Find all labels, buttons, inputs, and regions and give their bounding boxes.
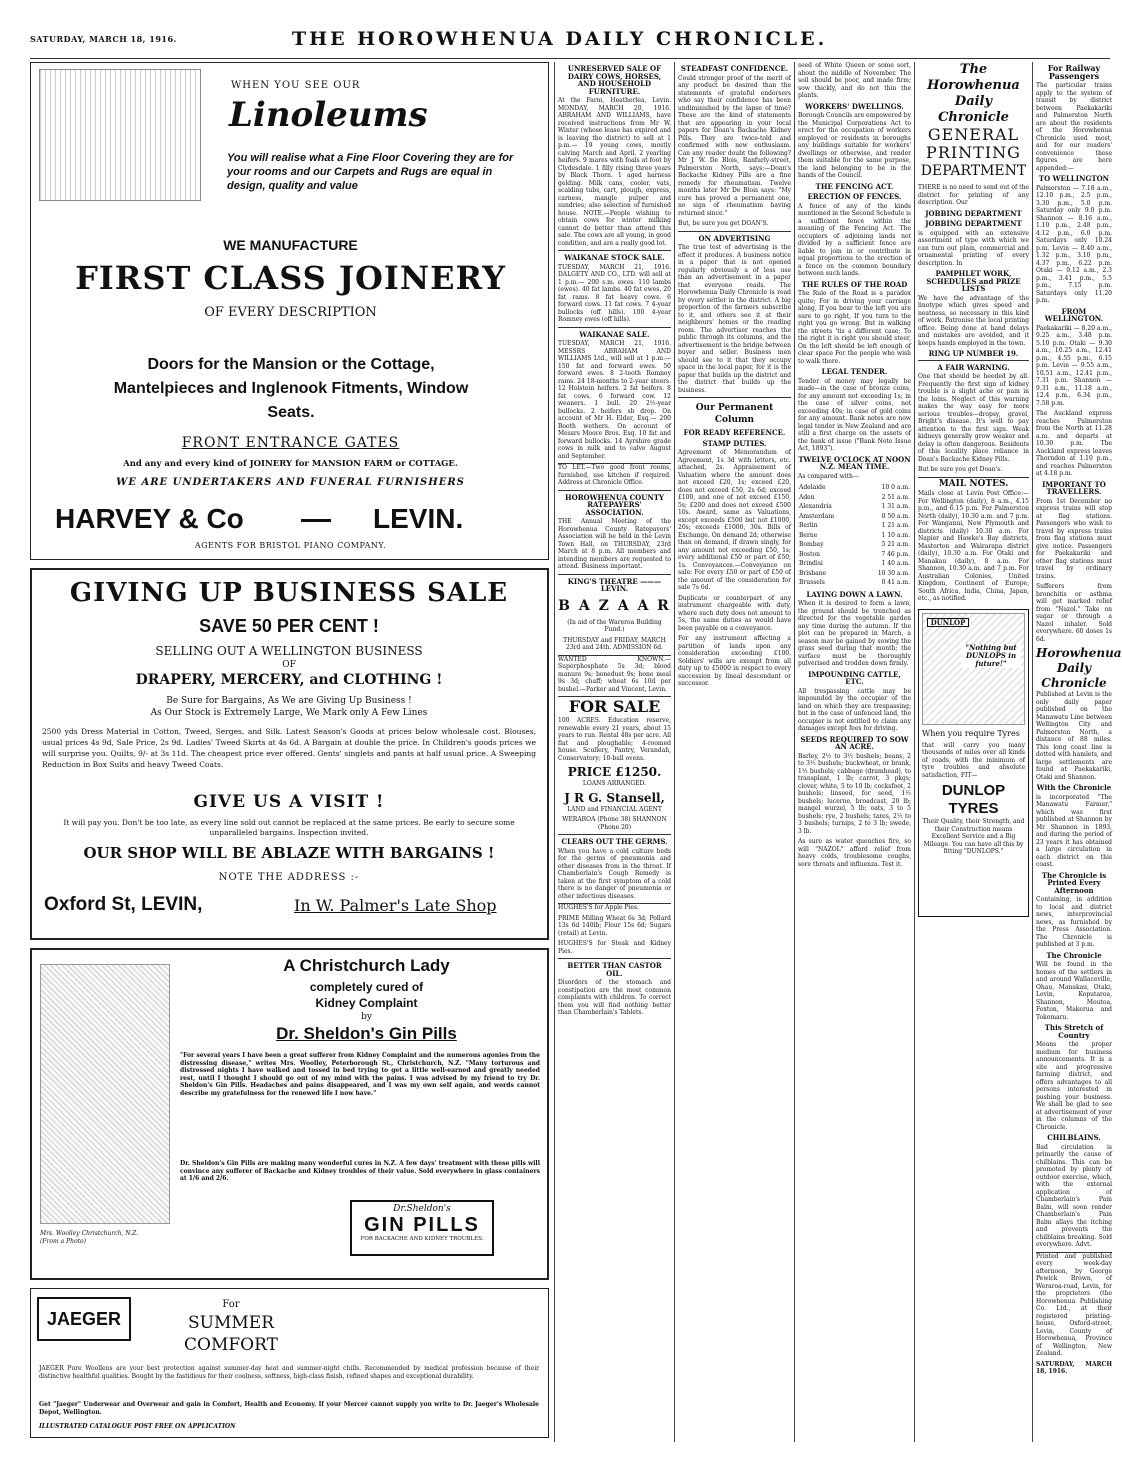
price-line: PRICE £1250. <box>567 765 662 779</box>
masthead <box>30 28 1110 59</box>
gin-product: Dr. Sheldon's Gin Pills <box>276 1024 457 1043</box>
containing-text: Containing, in addition to local and district news, interprovincial news, as furnished by the Press Association. The Chronicle is published at 3 p.m. <box>1036 896 1112 948</box>
gin-headline: A Christchurch Lady <box>283 956 450 975</box>
bazaar-note: (In aid of the Wareroa Building Fund.) <box>567 618 662 633</box>
time-city: Brussels <box>799 579 825 586</box>
footer-date: SATURDAY, MARCH 18, 1916. <box>1036 1360 1112 1375</box>
col-divider <box>794 62 795 1442</box>
to-let-text: TO LET.—Two good front rooms, furnished, use kitchen if required. Address at Chronicle Office. <box>558 464 671 486</box>
for-sale-heading: FOR SALE <box>568 697 661 716</box>
doors-copy: Doors for the Mansion or the Cottage, Mantelpieces and Inglenook Fitments, Window Seats. <box>113 356 469 421</box>
dunlop-body: that will carry you many thousands of miles over all kinds of roads, with the minimum of tyre troubles and absolute satisfaction, FIT— <box>922 741 1025 779</box>
sale-shop: In W. Palmer's Late Shop <box>294 896 497 915</box>
fair-warning-heading: A FAIR WARNING. <box>937 362 1010 372</box>
dunlop-illustration <box>922 613 1025 725</box>
column-3 <box>558 62 671 1442</box>
advertising-heading: ON ADVERTISING <box>698 233 771 243</box>
gin-body: "For several years I have been a great sufferer from Kidney Complaint and the numerous agonies from the distressing disease," writes Mrs. Woolley, Peterborough St., Christchurch, N.Z. "Many torturous and distressed nights I have walked and tossed in bed trying to get a little well-earned and greatly needed rest, until I thought I should go out of my mind with the pains. I was advised by my friend to try Dr. Sheldon's Gin Pills. Headaches and pains disappeared, and I was my own self again, and words cannot describe my gratefulness for the renewed life I now have." <box>180 1052 540 1097</box>
divider <box>918 477 1029 478</box>
seeds-heading: SEEDS REQUIRED TO SOW AN ACRE. <box>800 734 909 751</box>
seeds-text: Barley, 2½ to 3½ bushels; beans, 2 to 3½ bushels; buckwheat, or brank, 1½ bushels; cabbage (drumhead), to transplant, 1 lb; carrot, 3 pkgs; clover, white, 5 to 10 lb; cocksfoot, 2 bushels; linseed, for seed, 1½ bushels; lucerne, broadcast, 20 lb; mangel wurzel, 5 lb; oats, 3 to 5 bushels; rye, 2 bushels; tares, 2½ to 3 bushels; turnips, 2 to 3 lb; swede, 3 lb. <box>798 752 911 835</box>
time-row <box>798 493 911 503</box>
any-joinery: And any and every kind of JOINERY for MANSION FARM or COTTAGE. <box>123 459 458 469</box>
divider <box>558 834 671 835</box>
fencing-text: A fence of any of the kinds mentioned in the Second Schedule is a sufficient fence within the meaning of the Fencing Act. The occupiers of adjoining lands not divided by a sufficient fence are liable to join in or contribute in equal proportions to the erection of a fence on the common boundary between such lands. <box>798 202 911 277</box>
waikanae-stock-text: TUESDAY, MARCH 21, 1916. DALGETY AND CO., LTD. will sell at 1 p.m.— 200 s.m. ewes. 110 lambs (ewes). 40 fat lambs. 40 fat ewes. 20 fat rams. 8 fat heavy cows. 6 forward cows. 11 fat cows. 7 4-year bullocks (off hills). 100 4-year Romney ewes (off hills). <box>558 263 671 323</box>
steadfast-doans: But, be sure you get DOAN'S. <box>678 220 769 227</box>
dairy-sale-heading: UNRESERVED SALE OF DAIRY COWS, HORSES, AND HOUSEHOLD FURNITURE. <box>567 64 662 96</box>
divider <box>558 327 671 328</box>
castor-heading: BETTER THAN CASTOR OIL. <box>567 961 662 978</box>
lady-caption: Mrs. Woolley Christchurch, N.Z. (From a Photo) <box>40 1230 139 1245</box>
workers-dwellings-heading: WORKERS' DWELLINGS. <box>805 101 904 111</box>
ratepayers-heading: HOROWHENUA COUNTY RATEPAYERS' ASSOCIATION. <box>565 492 664 517</box>
time-city: Berlin <box>799 522 818 529</box>
from-wellington-times: Paekakariki — 8.20 a.m., 9.25 a.m., 3.48 p.m. 5.10 p.m. Otaki — 9.30 a.m., 10.25 a.m., 12.41 p.m., 4.55 p.m., 6.15 p.m. Levin — 9.55 a.m., 10.51 a.m., 12.41 p.m., 7.31 p.m. Shannon — 9.31 a.m., 11.18 a.m., 12.4 p.m., 6.34 p.m., 7.58 p.m. <box>1036 324 1112 407</box>
ready-reference: FOR READY REFERENCE. <box>683 428 786 437</box>
railway-intro: The particular trains apply to the system of transit by district between Paekakariki and Palmerston North are about the residents of the Horowhenua Chronicle used most, and for our readers' convenience these figures are here appended:— <box>1036 82 1112 172</box>
printing-text-1: THERE is no need to send out of the district for printing of any description. Our <box>918 184 1029 206</box>
sale-lines: 2500 yds Dress Material in Cotton, Tweed, Serges, and Silk. Latest Season's Goods at prices below wholesale cost. Blouses, usual prices 4s 9d, Sale Price, 2s 9d. Ladies' Tweed Skirts at 4s 6d. A Bargain at double the price. In Children's goods prices we will surprise you. Quilts, 9/- at 3s 11d. The cheapest price ever offered. Gents' singlets and pants at half usual price. A Sweeping Reduction in Box Suits and heavy Tweed Coats. <box>42 727 536 769</box>
stamp-duties-text: Agreement of Memorandum of Agreement, 1s 3d with letters, etc. attached, 2s. Appraisement of Valuation where the amount does not exceed £20, 1s; exceed £20, does not exceed £50, 2s 6d; exceed £100, and one of not exceed £150, 5s; £200 and does not exceed £500 10s. Award, same as Valuations, except exceeds £500 but not £1000, 20s; exceeds £1000, 30s. Bills of Exchange. On demand 2d; otherwise than on demand, if drawn singly, for any amount not exceeding £50, 1s; every additional £50 or part of £50, 1s. Conveyances.—Conveyance on sale: For every £50 or part of £50 of the amount of the consideration for sale 7s 6d. <box>678 449 791 591</box>
legal-tender-heading: LEGAL TENDER. <box>821 367 888 376</box>
time-row <box>798 502 911 512</box>
jaeger-catalogue: ILLUSTRATED CATALOGUE POST FREE ON APPLICATION <box>39 1423 236 1430</box>
time-value: 1 21 a.m. <box>881 522 910 529</box>
castor-text: Disorders of the stomach and constipation are the most common complaints with children. To correct them you will find nothing better than Chamberlain's Tablets. <box>558 979 671 1016</box>
issue-date: SATURDAY, MARCH 18, 1916. <box>30 34 177 44</box>
business-sale-ad <box>30 568 549 940</box>
dunlop-tagline: "Nothing but DUNLOPS in future!" <box>961 644 1021 668</box>
stretch-heading: This Stretch of Country <box>1044 1023 1104 1040</box>
dunlop-foot: Their Quality, their Strength, and their Construction means Excellent Service and a Big Mileage. You can have all this by fitting "DUNLOPS." <box>922 818 1025 855</box>
the-chronicle: The Chronicle <box>1046 950 1102 960</box>
time-value: 7 46 p.m. <box>881 550 910 558</box>
jaeger-logo: JAEGER <box>37 1297 131 1341</box>
box-brand: Dr.Sheldon's <box>393 1204 451 1214</box>
dash-separator <box>301 519 331 522</box>
with-chronicle: With the Chronicle <box>1036 783 1112 792</box>
jobbing-1: JOBBING DEPARTMENT <box>925 208 1022 218</box>
pamphlet-line: PAMPHLET WORK, SCHEDULES and PRIZE LISTS <box>926 269 1021 293</box>
weraroa-phone: WERAROA (Phone 38) SHANNON (Phone 20) <box>562 816 667 831</box>
ring-up: RING UP NUMBER 19. <box>928 349 1019 358</box>
time-row <box>798 550 911 560</box>
time-row <box>798 578 911 588</box>
time-city: Alexandria <box>799 503 832 510</box>
column-5 <box>798 62 911 1442</box>
rules-road-text: The Rule of the Road is a paradox quite; For in driving your carriage along, If you bear to the left you are sure to go right, If you turn to the right you go wrong. But in walking the streets 'tis a different case; To the right it is right you should steer, On the left should be left enough of clear space For the people who wish to walk there. <box>798 290 911 365</box>
published-text: Published at Levin is the only daily paper published on the Manawatu Line between Wellington City and Palmerston North, a distance of 88 miles. This long coast line is dotted with hamlets, and large settlements are found at Paekakariki, Otaki and Shannon. <box>1036 691 1112 781</box>
manufacture-line: WE MANUFACTURE <box>223 237 358 253</box>
imprint: Printed and published every week-day afternoon, by George Pewick Brown, of Weraroa-road, Levin, for the proprietors (the Horowhenua Publishing Co. Ltd., at their registered printing-house, Oxford-street, Levin, County of Horowhenua, Province of Wellington, New Zealand. <box>1036 1252 1112 1357</box>
impounding-heading: IMPOUNDING CATTLE, ETC. <box>808 669 901 686</box>
steadfast-text: Could stronger proof of the merit of any product be desired than the statements of grateful endorsers who say their confidence has been undiminished by the lapse of time? These are the kind of statements that are appearing in your local papers for Doan's Backache Kidney Pills. They are twice-told and confirmed with new enthusiasm. Can any reader doubt the following? Mr J. W. De Blois, Ranfurly-street, Palmerston North, says:—Doan's Backache Kidney Pills are a fine remedy for rheumatism. Twelve months later Mr De Blois says: "My cure has proved a permanent one, no sign of rheumatism having returned since." <box>678 74 791 217</box>
seed-text: seed of White Queen or some sort, about the middle of November. The soil should be poor, and made firm; sow thickly, and do not thin the plants. <box>798 62 911 99</box>
column-4 <box>678 62 791 1442</box>
visit-line: GIVE US A VISIT ! <box>193 792 385 812</box>
permanent-column-heading: Our Permanent Column <box>695 403 774 425</box>
time-table <box>798 483 911 588</box>
mail-notes-heading: MAIL NOTES. <box>938 478 1009 489</box>
time-city: Bombay <box>799 541 824 548</box>
chilblains-text: Bad circulation is primarily the cause of chilblains. This can be promoted by plenty of outdoor exercise, which, with the external application of Chamberlain's Pain Balm, will soon render Chamberlain's Pain Balm allays the itching and prevents the chilblains breaking. Sold everywhere. Advt. <box>1036 1143 1112 1248</box>
ablaze-line: OUR SHOP WILL BE ABLAZE WITH BARGAINS ! <box>83 844 495 862</box>
piano-agents: AGENTS FOR BRISTOL PIANO COMPANY. <box>194 541 387 550</box>
gin-pill-box <box>350 1200 494 1256</box>
time-value: 1 31 a.m. <box>881 503 910 510</box>
jobbing-2: JOBBING DEPARTMENT <box>925 219 1022 228</box>
gates-line: FRONT ENTRANCE GATES <box>181 435 400 451</box>
wanted-known: WANTED KNOWN.—Superphosphate 5s 3d; blood manure 9s; bonedust 9s; bone meal 9s 3d; chaff; wheat 6s 10d per bushel.—Parker and Vincent, Levin. <box>558 655 671 693</box>
gin-sub1: completely cured of <box>309 980 424 994</box>
auckland-express: The Auckland express reaches Palmerston from the North at 11.28 a.m. and departs at 10.30 p.m. The Auckland express leaves Thorndon at 1.10 p.m., and reaches Palmerston at 4.18 p.m. <box>1036 410 1112 477</box>
time-value: 0 41 a.m. <box>881 579 910 586</box>
gin-by: by <box>361 1012 372 1022</box>
chilblains-heading: CHILBLAINS. <box>1047 1133 1101 1142</box>
time-row <box>798 521 911 531</box>
time-value: 10 30 a.m. <box>877 569 910 577</box>
chronicle-title-1: Horowhenua <box>1036 646 1122 660</box>
time-city: Adelaide <box>799 484 826 491</box>
time-value: 0 50 a.m. <box>881 512 910 520</box>
fair-warning-doans: But be sure you get Doan's. <box>918 466 1003 473</box>
box-name: GIN PILLS <box>364 1214 480 1236</box>
column-6-printing-ad <box>918 62 1029 1442</box>
joinery-headline: FIRST CLASS JOINERY <box>75 259 506 297</box>
twelve-oclock-heading: TWELVE O'CLOCK AT NOON N.Z. MEAN TIME. <box>798 454 911 471</box>
dunlop-tyres: DUNLOP TYRES <box>941 782 1006 817</box>
time-row <box>798 512 911 522</box>
impounding-text: All trespassing cattle may be impounded by the occupier of the land on which they are trespassing; but in the case of unfenced land, the occupier is not entitled to claim any damages except fees for driving. <box>798 687 911 732</box>
dunlop-ad <box>918 609 1029 917</box>
germs-text: When you have a cold culture beds for the germs of pneumonia and other diseases from in the throat. If Chamberlain's Cough Remedy is taken at the first symptom of a cold there is no danger of pneumonia or other infectious diseases. <box>558 847 671 900</box>
railway-heading: For Railway Passengers <box>1047 63 1101 81</box>
divider <box>678 397 791 398</box>
gin-pills-ad <box>30 948 549 1280</box>
stamp-duties-heading: STAMP DUTIES. <box>702 438 767 448</box>
divider <box>558 250 671 251</box>
time-row <box>798 540 911 550</box>
dairy-sale-text: At the Farm, Heatherlea, Levin. MONDAY, MARCH 20, 1916. ABRAHAM AND WILLIAMS, have received instructions from Mr W. Winter (whose lease has expired and is leaving the district) to sell at 1 p.m.— 19 young cows, mostly calving March and April. 2 yearling heifers. 9 mares with foals at foot by Clydesdale. 1 filly rising three years by Black Thorn. 1 aged harness gelding. Milk cans, cooler, vats, scalding tubs, cart, plough, express, carness, mangle pulper and sundries; also selection of furnished house. NOTE.—People wishing to obtain cows for winter milking cannot do better than attend this sale. The cows are all young, in good condition, and are a really good lot. <box>558 97 671 247</box>
loans-line: LOANS ARRANGED. <box>582 780 647 787</box>
department-word: DEPARTMENT <box>920 163 1027 179</box>
col-divider <box>914 62 915 1442</box>
land-agent: LAND and FINANCIAL AGENT <box>567 805 662 813</box>
linoleum-copy: You will realise what a Fine Floor Covering they are for your rooms and our Carpets and Rugs are equal in design, quality and value <box>227 152 514 192</box>
waikanae-stock-heading: WAIKANAE STOCK SALE. <box>564 253 665 262</box>
lawn-text: When it is desired to form a lawn, the ground should be trenched as directed for the vegetable garden any time during the autumn. If the plot can be prepared in March, a season may be gained by sowing the grass seed during that month; the surface must be thoroughly pulverised and trodden down firmly. <box>798 600 911 667</box>
from-wellington: FROM WELLINGTON. <box>1044 306 1104 323</box>
divider <box>558 490 671 491</box>
fair-warning-text: One that should be heeded by all. Frequently the first sign of kidney trouble is a slight ache or pain in the loins. Neglect of this warning makes the way easy for more serious troubles—dropsy, gravel, Bright's disease. It's well to pay attention to the first sign. Weak kidneys generally grow weaker and delay is often dangerous. Residents of this locality place reliance in Doan's Backache Kidney Pills. <box>918 373 1029 463</box>
of-line: OF <box>282 660 296 670</box>
advertising-text: The true test of advertising is the effect it produces. A business notice in a paper that is not opened regularly obviously a of less use than an advertisement in a paper that everyone reads. The Horowhenua Daily Chronicle is read by every settler in the district. A big proportion of the farmers subscribe to it, and others see it at their neighbours' homes or the reading room. The advertiser reaches the public through its columns, and the advertisement is the bridge between buyer and seller. Business men should see to it that they occupy space in the local paper, for it is the paper that builds up the district and the district that builds up the business. <box>678 244 791 394</box>
prime-wheat: PRIME Milling Wheat 6s 3d; Pollard 13s 6d 140lb; Flour 15s 6d; Sugars (retail) at Levin. <box>558 914 671 937</box>
gin-making: Dr. Sheldon's Gin Pills are making many wonderful cures in N.Z. A few days' treatment with these pills will convince any sufferer of Backache and Kidney troubles of their value. Sold everywhere in glass containers at 1/6 and 2/6. <box>180 1160 540 1182</box>
firm-town: LEVIN. <box>373 503 464 534</box>
to-wellington: TO WELLINGTON <box>1038 174 1110 183</box>
for-sale-text: 100 ACRES. Education reserve, renewable every 21 years, about 15 years to run. Rental 48s per acre. All flat and ploughable; 4-roomed house. Scullery, Pantry, Verandah, Conservatory; 10-ball ovens. <box>558 717 671 762</box>
bazaar-date: THURSDAY and FRIDAY, MARCH 23rd and 24th. ADMISSION 6d. <box>563 636 666 651</box>
printing-text-2: is equipped with an extensive assortment of type with which we can turn out plain, commercial and ornamental printing of every description. In <box>918 229 1029 267</box>
time-city: Aden <box>799 493 815 501</box>
travellers-text: From 1st December no express trains will stop at flag stations. Passengers who wish to travel by express trains from flag stations must give notice. Passengers for Paekakariki and other flag stations must travel by ordinary trains. <box>1036 497 1112 580</box>
undertakers-line: WE ARE UNDERTAKERS AND FUNERAL FURNISHERS <box>116 477 465 488</box>
legal-tender-text: Tender of money may legally be made—in the case of bronze coins, for any amount not exceeding 1s; in the case of silver coins, not exceeding 40s; in case of gold coins for any amount. Bank notes are now legal tender in New Zealand and are still a first charge on the assets of the bank of issue ("Bank Note Issue Act, 1893"). <box>798 377 911 452</box>
printing-word: PRINTING <box>926 143 1021 162</box>
stock-line: As Our Stock is Extremely Large, We Mark only A Few Lines <box>150 708 428 718</box>
divider <box>558 958 671 959</box>
lawn-heading: LAYING DOWN A LAWN. <box>806 589 903 599</box>
duplicate-text: Duplicate or counterpart of any instrument chargeable with duty, where such duty does not amount to 5s, the same duties as would have been payable on a conveyance. <box>678 594 791 632</box>
time-city: Amsterdam <box>799 512 835 520</box>
room-illustration <box>39 69 201 201</box>
time-value: 5 21 a.m. <box>881 541 910 548</box>
chronicle-title-3: Chronicle <box>1041 676 1107 690</box>
column-7 <box>1036 62 1122 1442</box>
every-description: OF EVERY DESCRIPTION <box>204 305 377 320</box>
sale-address: Oxford St, LEVIN, <box>44 894 203 915</box>
time-row <box>798 559 911 569</box>
drapery-line: DRAPERY, MERCERY, and CLOTHING ! <box>135 672 443 688</box>
time-value: 1 10 a.m. <box>881 531 910 539</box>
printing-title-1: The Horowhenua <box>927 62 1020 93</box>
incorporated-text: is incorporated "The Manawatu Farmer," which was first published at Shannon by Mr Shannon in 1893, and during the period of 23 years it has obtained a large circulation in each district on this coast. <box>1036 793 1112 868</box>
divider <box>558 574 671 575</box>
jaeger-summer: SUMMER <box>188 1313 274 1333</box>
jaeger-for: For <box>222 1299 240 1310</box>
stretch-text: Means the proper medium for business announcements. It is a site and progressive farming district, and offers advantages to all persons interested in pushing your business. We shall be glad to see at advertisement of your in the columns of the Chronicle. <box>1036 1041 1112 1131</box>
pay-line: It will pay you. Don't be too late, as every line sold out cannot be replaced at the same prices. Be early to secure some unparalleled bargains. Inspection invited. <box>63 818 515 837</box>
time-value: 2 51 a.m. <box>881 493 910 501</box>
time-value: 1 40 a.m. <box>881 560 910 567</box>
jaeger-ad <box>30 1288 549 1438</box>
dunlop-sign: DUNLOP <box>927 618 969 628</box>
when-require: When you require Tyres <box>922 728 1020 738</box>
bronchitis-text: Sufferers from bronchitis or asthma will get marked relief from "Nazol." Take on sugar or through a Nazol inhaler. Sold everywhere. 60 doses 1s 6d. <box>1036 583 1112 643</box>
col-divider <box>554 62 555 1442</box>
divider <box>918 360 1029 361</box>
divider <box>678 231 791 232</box>
note-line: NOTE THE ADDRESS :- <box>218 872 360 883</box>
jaeger-comfort: COMFORT <box>184 1335 278 1355</box>
time-city: Boston <box>799 550 820 558</box>
rules-road-heading: THE RULES OF THE ROAD <box>801 279 908 289</box>
sure-line: Be Sure for Bargains, As We are Giving Up Business ! <box>166 696 412 706</box>
sale-headline: GIVING UP BUSINESS SALE <box>69 578 509 608</box>
travellers-heading: IMPORTANT TO TRAVELLERS. <box>1042 479 1106 496</box>
time-row <box>798 483 911 493</box>
ratepayers-text: THE Annual Meeting of the Horowhenua County Ratepayers' Association will be held in the Levin Town Hall, on THURSDAY, 23rd March at 8 p.m. All members and intending members are requested to attend. Business important. <box>558 518 671 570</box>
lady-portrait <box>40 964 170 1224</box>
workers-dwellings-text: Borough Councils are empowered by the Municipal Corporations Act to erect for the occupation of workers employed or residents in boroughs any buildings suitable for workers' dwellings or otherwise, and render them suitable for the same purpose, the land belonging to be in the hands of the Council. <box>798 112 911 179</box>
box-for: FOR BACKACHE AND KIDNEY TROUBLES. <box>360 1236 484 1242</box>
erection-heading: ERECTION OF FENCES. <box>807 192 902 201</box>
hughes-steak: HUGHES'S for Steak and Kidney Pies. <box>558 940 671 955</box>
harvey-linoleum-ad <box>30 62 549 560</box>
time-city: Brisbane <box>799 569 827 577</box>
hughes-apple: HUGHES'S for Apple Pies. <box>558 904 639 911</box>
newspaper-title: THE HOROWHENUA DAILY CHRONICLE. <box>292 28 828 50</box>
selling-line: SELLING OUT A WELLINGTON BUSINESS <box>155 644 423 658</box>
col-divider <box>674 62 675 1442</box>
time-row <box>798 569 911 579</box>
general-word: GENERAL <box>927 125 1020 144</box>
printed-afternoon: The Chronicle is Printed Every Afternoon <box>1041 870 1107 895</box>
stansell-name: J R G. Stansell, <box>564 790 665 805</box>
fencing-act-heading: THE FENCING ACT. <box>815 181 894 191</box>
jaeger-body: JAEGER Pure Woollens are your best protection against summer-day heat and summer-night chills. Recommended by medical profession because of their distinctive healthful qualities. Bought by the fastidious for their coolness, softness, high-class finish, refined shapes and exceptional durability. <box>39 1365 539 1380</box>
to-wellington-times: Palmerston — 7.18 a.m., 12.10 p.m., 2.5 p.m., 3.30 p.m., 5.0 p.m. Saturday only 9.0 p.m. Shannon — 8.16 a.m., 1.10 p.m., 2.48 p.m., 4.12 p.m., 6.0 p.m. Saturdays only 10.24 p.m. Levin — 8.40 a.m., 1.32 p.m., 3.10 p.m., 4.37 p.m., 6.22 p.m. Otaki — 9.12 a.m., 2.3 p.m., 3.41 p.m., 5.5 p.m., 7.15 p.m. Saturdays only 11.20 p.m. <box>1036 184 1112 304</box>
homes-text: Will be found in the homes of the settlers in and around Wallaceville, Ohau, Manakau, Otaki, Levin, Koputaroa, Shannon, Moutoa, Foxton, Makerua and Tokomaru. <box>1036 961 1112 1021</box>
germs-heading: CLEARS OUT THE GERMS. <box>561 837 668 846</box>
time-city: Brindisi <box>799 560 823 567</box>
firm-name: HARVEY & Co <box>55 503 244 534</box>
linoleum-headline: Linoleums <box>229 95 428 135</box>
printing-text-3: We have the advantage of the linotype which gives speed and neatness, so necessary in this kind of work. Patronise the local printing office. Being done at hand delays and mistakes are avoided, and it keeps hands employed in the town. <box>918 294 1029 347</box>
mail-notes-text: Mails close at Levin Post Office:—For Wellington (daily), 8 a.m., 4.15 p.m., and 6.15 p.m. For Palmerston North (daily), 10.30 a.m. and 7 p.m. For Wanganui, New Plymouth and districts (daily) 10.30 a.m. For Napier and Hawke's Bay districts, Masterton and Wairarapa district (daily), 10.30 a.m. For Otaki and Manakau (daily), 8 a.m. For Shannon, 10.30 a.m. and 7 p.m. For Australian Colonies, United Kingdom, Continent of Europe, South Africa, India, China, Japan, etc., as notified. <box>918 490 1029 602</box>
times-caption: As compared with— <box>798 472 859 480</box>
linoleum-intro: WHEN YOU SEE OUR <box>231 80 361 91</box>
steadfast-heading: STEADFAST CONFIDENCE. <box>680 64 789 73</box>
waikanae-sale-heading: WAIKANAE SALE. <box>579 329 650 339</box>
time-city: Berne <box>799 531 818 539</box>
nazol-text: As sure as water quenches fire, so will "NAZOL" afford relief from heavy colds, troublesome coughs, sore throats and influenza. Test it. <box>798 838 911 868</box>
save-line: SAVE 50 PER CENT ! <box>199 616 379 636</box>
waikanae-sale-text: TUESDAY, MARCH 21, 1916. MESSRS ABRAHAM AND WILLIAMS Ltd., will sell at 1 p.m.— 150 fat and forward ewes. 50 forward ewes. 8 2-tooth Romney rams. 24 18-months to 2-year steers. 12 Holstein heifers. 2 fat heifers. 8 fat cows. 6 forward cow. 12 weaners. 1 bull. 20 2½-year bullocks. 2 heifers sb drop. On account of Mr H. Elder, Esq.— 200 Booth wethers. On account of Messrs Moore Bros. Esq. 10 fat and forward bullocks. 14 Ayrshire grade cows in milk and to calve August and September. <box>558 340 671 460</box>
jaeger-get: Get "Jaeger" Underwear and Overwear and gain in Comfort, Health and Economy. If your Mercer cannot supply you write to Dr. Jaeger's Wholesale Depot, Wellington. <box>39 1401 539 1416</box>
time-row <box>798 531 911 541</box>
chronicle-title-2: Daily <box>1056 661 1092 675</box>
bazaar-word: B A Z A A R <box>558 597 671 614</box>
gin-sub2: Kidney Complaint <box>315 996 418 1010</box>
col-divider <box>1032 62 1033 1442</box>
time-value: 10 0 a.m. <box>881 484 910 491</box>
kings-theatre: KING'S THEATRE ——— LEVIN. <box>567 576 662 593</box>
printing-title-2: Daily Chronicle <box>938 94 1009 125</box>
partition-text: For any instrument affecting a partition of lands upon any consideration exceeding £100. Soldiers' wills are exempt from all duty up to £5000 in respect to every succession by lineal descendant or successor. <box>678 635 791 687</box>
